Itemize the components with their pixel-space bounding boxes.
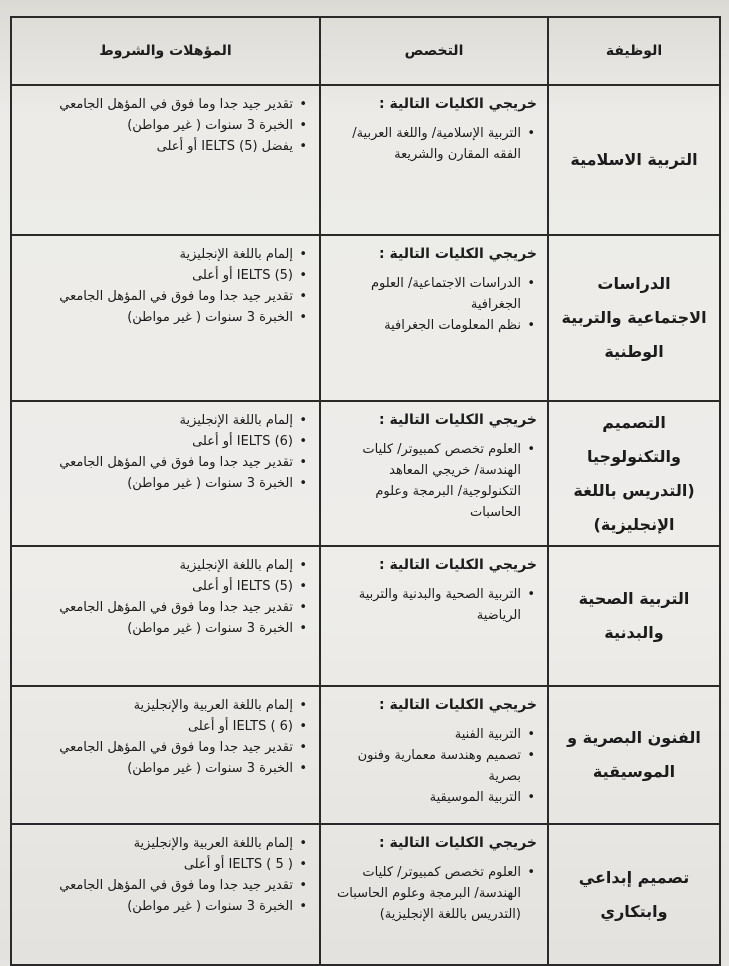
list-item: • تقدير جيد جدا وما فوق في المؤهل الجامعي <box>20 737 293 758</box>
job-title: الدراسات الاجتماعية والتربية الوطنية <box>548 235 720 401</box>
list-item: • الخبرة 3 سنوات ( غير مواطن) <box>20 618 293 639</box>
spec-heading: خريجي الكليات التالية : <box>379 697 537 713</box>
list-item: • الخبرة 3 سنوات ( غير مواطن) <box>20 307 293 328</box>
list-item: • العلوم تخصص كمبيوتر/ كليات الهندسة/ البرمجة وعلوم الحاسبات <box>329 862 521 904</box>
table-row <box>11 235 720 401</box>
list-item: • نظم المعلومات الجغرافية <box>329 315 521 336</box>
list-item: • التربية الفنية <box>329 724 521 745</box>
specialization-cell <box>320 85 548 235</box>
job-title: التصميم والتكنولوجيا (التدريس باللغة الإنجليزية) <box>548 401 720 546</box>
spec-heading: خريجي الكليات التالية : <box>379 557 537 573</box>
spec-heading: خريجي الكليات التالية : <box>379 96 537 112</box>
list-item: • IELTS ( 6) أو أعلى <box>20 716 293 737</box>
job-title: الفنون البصرية و الموسيقية <box>548 686 720 824</box>
list-item: • الخبرة 3 سنوات ( غير مواطن) <box>20 758 293 779</box>
qual-list <box>20 555 309 639</box>
list-item: • تقدير جيد جدا وما فوق في المؤهل الجامعي <box>20 286 293 307</box>
list-item: • IELTS (6) أو أعلى <box>20 431 293 452</box>
table-row <box>11 824 720 965</box>
qual-list <box>20 244 309 328</box>
list-item: • التربية الموسيقية <box>329 787 521 808</box>
list-item: • إلمام باللغة الإنجليزية <box>20 555 293 576</box>
qualifications-cell <box>11 686 320 824</box>
spec-heading: خريجي الكليات التالية : <box>379 835 537 851</box>
list-item: • الدراسات الاجتماعية/ العلوم الجغرافية <box>329 273 521 315</box>
list-item: • IELTS ( 5 ) أو أعلى <box>20 854 293 875</box>
spec-list <box>329 724 537 808</box>
table-row <box>11 546 720 686</box>
list-item: • يفضل IELTS (5) أو أعلى <box>20 136 293 157</box>
qual-list <box>20 833 309 917</box>
list-item: • العلوم تخصص كمبيوتر/ كليات الهندسة/ خريجي المعاهد التكنولوجية/ البرمجة وعلوم الحاسبات <box>329 439 521 523</box>
list-item: • الخبرة 3 سنوات ( غير مواطن) <box>20 115 293 136</box>
table-row <box>11 401 720 546</box>
list-item: • IELTS (5) أو أعلى <box>20 265 293 286</box>
job-title: التربية الصحية والبدنية <box>548 546 720 686</box>
job-title: تصميم إبداعي وابتكاري <box>548 824 720 965</box>
spec-heading: خريجي الكليات التالية : <box>379 412 537 428</box>
list-item: • IELTS (5) أو أعلى <box>20 576 293 597</box>
spec-list <box>329 584 537 626</box>
qualifications-cell <box>11 235 320 401</box>
spec-list <box>329 273 537 336</box>
list-item: • إلمام باللغة العربية والإنجليزية <box>20 695 293 716</box>
qualifications-cell <box>11 401 320 546</box>
header-specialization: التخصص <box>320 17 548 85</box>
list-item: • إلمام باللغة الإنجليزية <box>20 244 293 265</box>
specialization-cell <box>320 401 548 546</box>
spec-list <box>329 862 537 925</box>
header-job: الوظيفة <box>548 17 720 85</box>
list-item: • تصميم وهندسة معمارية وفنون بصرية <box>329 745 521 787</box>
list-item: • تقدير جيد جدا وما فوق في المؤهل الجامعي <box>20 94 293 115</box>
qualifications-cell <box>11 85 320 235</box>
specialization-cell <box>320 546 548 686</box>
list-item: • الخبرة 3 سنوات ( غير مواطن) <box>20 896 293 917</box>
qual-list <box>20 94 309 157</box>
jobs-table <box>10 16 721 966</box>
qual-list <box>20 410 309 494</box>
list-item: • الخبرة 3 سنوات ( غير مواطن) <box>20 473 293 494</box>
list-item: • تقدير جيد جدا وما فوق في المؤهل الجامعي <box>20 452 293 473</box>
list-item: • إلمام باللغة الإنجليزية <box>20 410 293 431</box>
specialization-cell <box>320 824 548 965</box>
qual-list <box>20 695 309 779</box>
spec-list <box>329 439 537 523</box>
list-item: • التربية الصحية والبدنية والتربية الرياضية <box>329 584 521 626</box>
specialization-cell <box>320 686 548 824</box>
list-item: • إلمام باللغة العربية والإنجليزية <box>20 833 293 854</box>
list-item: • التربية الإسلامية/ واللغة العربية/ الفقه المقارن والشريعة <box>329 123 521 165</box>
spec-heading: خريجي الكليات التالية : <box>379 246 537 262</box>
specialization-cell <box>320 235 548 401</box>
table-row <box>11 686 720 824</box>
qualifications-cell <box>11 546 320 686</box>
list-item: • تقدير جيد جدا وما فوق في المؤهل الجامعي <box>20 875 293 896</box>
table-row <box>11 85 720 235</box>
table-header-row <box>11 17 720 85</box>
list-item: • تقدير جيد جدا وما فوق في المؤهل الجامعي <box>20 597 293 618</box>
header-qualifications: المؤهلات والشروط <box>11 17 320 85</box>
job-title: التربية الاسلامية <box>548 85 720 235</box>
spec-list <box>329 123 537 165</box>
list-item: (التدريس باللغة الإنجليزية) <box>379 907 521 922</box>
qualifications-cell <box>11 824 320 965</box>
